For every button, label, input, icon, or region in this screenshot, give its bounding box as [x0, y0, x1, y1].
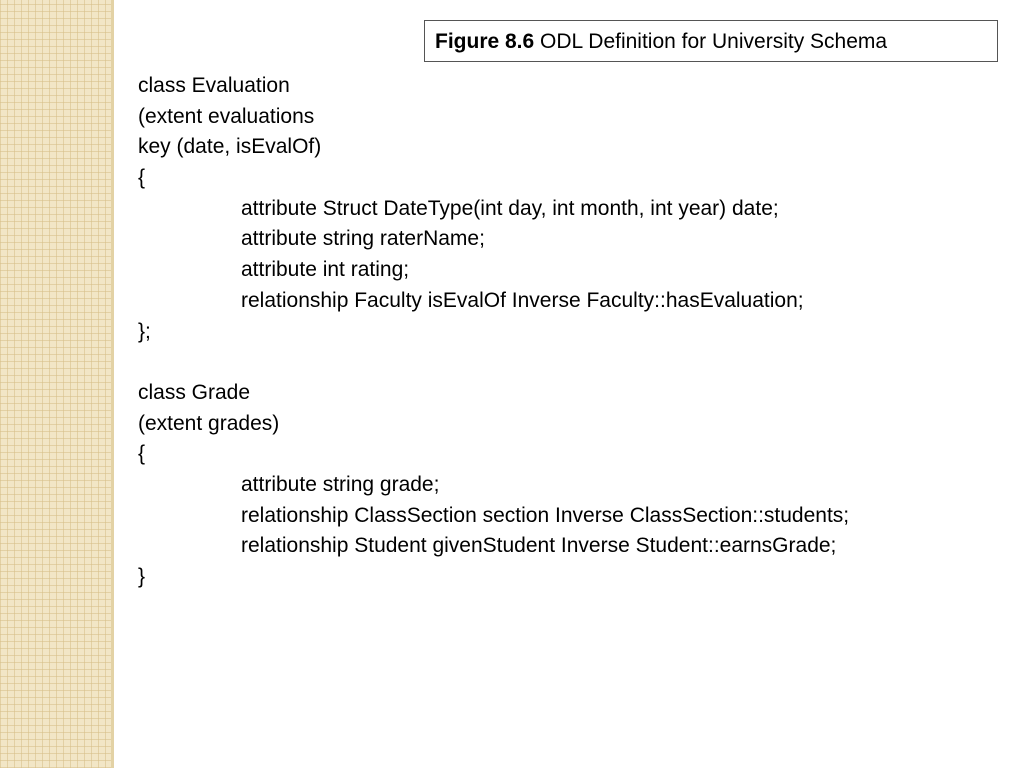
code-line: { [138, 442, 146, 466]
code-line: (extent grades) [138, 411, 280, 435]
code-line: relationship Faculty isEvalOf Inverse Faculty::hasEvaluation; [241, 288, 804, 312]
code-line: attribute string raterName; [241, 227, 485, 251]
figure-caption [424, 20, 998, 62]
code-line: relationship Student givenStudent Inverse Student::earnsGrade; [241, 534, 837, 558]
odl-code-block [138, 71, 1008, 593]
figure-number: Figure 8.6 [435, 30, 535, 53]
code-line: class Evaluation [138, 74, 290, 97]
code-line: relationship ClassSection section Inverse ClassSection::students; [241, 503, 850, 527]
code-line: (extent evaluations [138, 104, 315, 128]
blank-line [138, 347, 1008, 378]
code-line: key (date, isEvalOf) [138, 135, 322, 159]
code-line: class Grade [138, 380, 251, 404]
code-line: attribute int rating; [241, 258, 410, 282]
decorative-side-pattern [0, 0, 114, 768]
code-line: attribute Struct DateType(int day, int month, int year) date; [241, 196, 779, 220]
code-line: }; [138, 319, 151, 343]
code-line: } [138, 565, 146, 588]
code-line: attribute string grade; [241, 472, 440, 496]
figure-title: ODL Definition for University Schema [540, 30, 888, 53]
code-line: { [138, 166, 146, 190]
